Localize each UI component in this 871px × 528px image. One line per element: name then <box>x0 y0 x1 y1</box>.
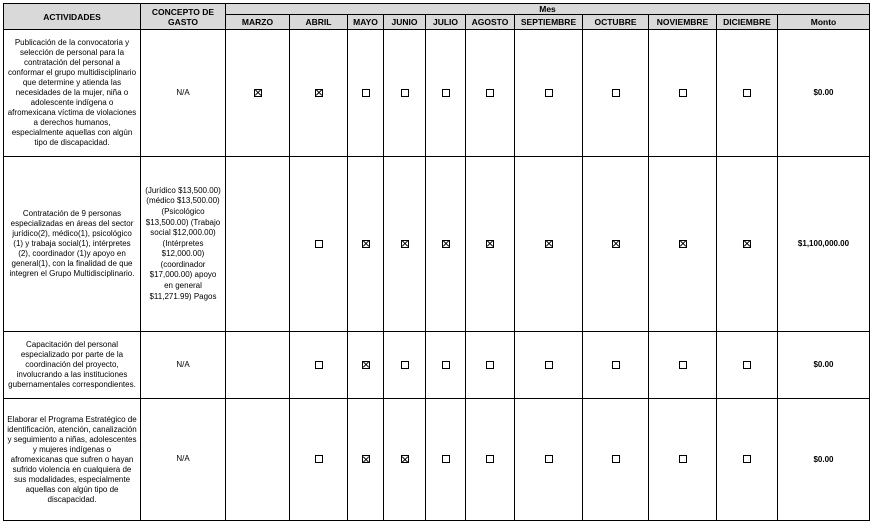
activity-cell: Elaborar el Programa Estratégico de identificación, atención, canalización y seguimiento a niñas, adolescentes y mujeres indígenas o afromexicanas que sufren o hayan sufrido violencia en cualquiera de sus modalidades, especialmente aquellas con algún tipo de discapacidad. <box>4 399 141 521</box>
table-row <box>4 30 870 157</box>
checkbox-checked-icon[interactable] <box>679 240 687 248</box>
activity-cell: Publicación de la convocatoria y selección de personal para la contratación del personal a conformar el grupo multidisciplinario que determine y atienda las necesidades de la mujer, niña o adolescente indígena o afromexicana víctima de violaciones a derechos humanos, especialmente aquellas con algún tipo de discapacidad. <box>4 30 141 157</box>
checkbox-unchecked-icon[interactable] <box>315 240 323 248</box>
month-cell-abril <box>290 332 348 399</box>
month-cell-agosto <box>466 399 515 521</box>
month-cell-junio <box>384 157 426 332</box>
month-cell-marzo <box>226 157 290 332</box>
header-month-mayo: MAYO <box>348 15 384 30</box>
month-cell-septiembre <box>515 30 583 157</box>
month-cell-julio <box>426 157 466 332</box>
checkbox-unchecked-icon[interactable] <box>612 89 620 97</box>
month-cell-octubre <box>583 399 649 521</box>
month-cell-diciembre <box>717 157 778 332</box>
month-cell-marzo <box>226 30 290 157</box>
month-cell-junio <box>384 399 426 521</box>
checkbox-checked-icon[interactable] <box>612 240 620 248</box>
checkbox-unchecked-icon[interactable] <box>442 89 450 97</box>
concept-cell: N/A <box>141 332 226 399</box>
month-cell-noviembre <box>649 30 717 157</box>
checkbox-unchecked-icon[interactable] <box>486 455 494 463</box>
activity-cell: Capacitación del personal especializado por parte de la coordinación del proyecto, involucrando a las instituciones gubernamentales correspondientes. <box>4 332 141 399</box>
checkbox-unchecked-icon[interactable] <box>315 455 323 463</box>
monto-cell: $0.00 <box>778 399 870 521</box>
month-cell-julio <box>426 30 466 157</box>
month-cell-octubre <box>583 30 649 157</box>
month-cell-julio <box>426 332 466 399</box>
month-cell-mayo <box>348 332 384 399</box>
checkbox-unchecked-icon[interactable] <box>545 361 553 369</box>
checkbox-checked-icon[interactable] <box>743 240 751 248</box>
header-month-junio: JUNIO <box>384 15 426 30</box>
checkbox-checked-icon[interactable] <box>545 240 553 248</box>
checkbox-checked-icon[interactable] <box>254 89 262 97</box>
table-row <box>4 332 870 399</box>
checkbox-unchecked-icon[interactable] <box>486 89 494 97</box>
checkbox-unchecked-icon[interactable] <box>362 89 370 97</box>
month-cell-mayo <box>348 157 384 332</box>
checkbox-unchecked-icon[interactable] <box>679 455 687 463</box>
month-cell-agosto <box>466 30 515 157</box>
header-month-marzo: MARZO <box>226 15 290 30</box>
month-cell-marzo <box>226 399 290 521</box>
monto-cell: $1,100,000.00 <box>778 157 870 332</box>
month-cell-junio <box>384 332 426 399</box>
month-cell-mayo <box>348 399 384 521</box>
month-cell-diciembre <box>717 30 778 157</box>
checkbox-unchecked-icon[interactable] <box>743 89 751 97</box>
month-cell-septiembre <box>515 399 583 521</box>
checkbox-unchecked-icon[interactable] <box>679 361 687 369</box>
header-mes: Mes <box>226 4 870 15</box>
checkbox-unchecked-icon[interactable] <box>612 361 620 369</box>
checkbox-unchecked-icon[interactable] <box>612 455 620 463</box>
month-cell-noviembre <box>649 332 717 399</box>
checkbox-unchecked-icon[interactable] <box>401 89 409 97</box>
monto-cell: $0.00 <box>778 30 870 157</box>
month-cell-septiembre <box>515 332 583 399</box>
checkbox-unchecked-icon[interactable] <box>486 361 494 369</box>
checkbox-checked-icon[interactable] <box>315 89 323 97</box>
checkbox-checked-icon[interactable] <box>362 455 370 463</box>
checkbox-checked-icon[interactable] <box>362 240 370 248</box>
checkbox-unchecked-icon[interactable] <box>401 361 409 369</box>
checkbox-checked-icon[interactable] <box>401 240 409 248</box>
month-cell-mayo <box>348 30 384 157</box>
activity-cell: Contratación de 9 personas especializadas en áreas del sector jurídico(2), médico(1), psicológico (1) y trabaja social(1), intérpretes (2), coordinador (1)y apoyo en general(1), con la finalidad de que integren el Grupo Multidisciplinario. <box>4 157 141 332</box>
concept-cell: N/A <box>141 30 226 157</box>
checkbox-checked-icon[interactable] <box>486 240 494 248</box>
monto-cell: $0.00 <box>778 332 870 399</box>
checkbox-unchecked-icon[interactable] <box>315 361 323 369</box>
checkbox-unchecked-icon[interactable] <box>679 89 687 97</box>
header-month-abril: ABRIL <box>290 15 348 30</box>
checkbox-unchecked-icon[interactable] <box>442 455 450 463</box>
month-cell-noviembre <box>649 157 717 332</box>
checkbox-unchecked-icon[interactable] <box>545 89 553 97</box>
month-cell-agosto <box>466 332 515 399</box>
checkbox-unchecked-icon[interactable] <box>545 455 553 463</box>
header-monto: Monto <box>778 15 870 30</box>
month-cell-abril <box>290 157 348 332</box>
checkbox-unchecked-icon[interactable] <box>442 361 450 369</box>
month-cell-octubre <box>583 332 649 399</box>
month-cell-marzo <box>226 332 290 399</box>
checkbox-checked-icon[interactable] <box>442 240 450 248</box>
month-cell-septiembre <box>515 157 583 332</box>
month-cell-abril <box>290 399 348 521</box>
month-cell-diciembre <box>717 399 778 521</box>
activities-table <box>3 3 870 521</box>
header-month-diciembre: DICIEMBRE <box>717 15 778 30</box>
month-cell-julio <box>426 399 466 521</box>
header-month-julio: JULIO <box>426 15 466 30</box>
concept-cell: (Jurídico $13,500.00) (médico $13,500.00) (Psicológico $13,500.00) (Trabajo social $12,000.00) (Intérpretes $12,000.00) (coordinador $17,000.00) apoyo en general $11,271.99) Pagos <box>141 157 226 332</box>
header-concepto: CONCEPTO DE GASTO <box>141 4 226 30</box>
concept-cell: N/A <box>141 399 226 521</box>
checkbox-unchecked-icon[interactable] <box>743 455 751 463</box>
table-row <box>4 157 870 332</box>
month-cell-octubre <box>583 157 649 332</box>
month-cell-agosto <box>466 157 515 332</box>
checkbox-checked-icon[interactable] <box>362 361 370 369</box>
header-month-septiembre: SEPTIEMBRE <box>515 15 583 30</box>
checkbox-checked-icon[interactable] <box>401 455 409 463</box>
header-month-agosto: AGOSTO <box>466 15 515 30</box>
header-month-octubre: OCTUBRE <box>583 15 649 30</box>
header-actividades: ACTIVIDADES <box>4 4 141 30</box>
month-cell-junio <box>384 30 426 157</box>
table-row <box>4 399 870 521</box>
checkbox-unchecked-icon[interactable] <box>743 361 751 369</box>
header-month-noviembre: NOVIEMBRE <box>649 15 717 30</box>
month-cell-abril <box>290 30 348 157</box>
month-cell-diciembre <box>717 332 778 399</box>
month-cell-noviembre <box>649 399 717 521</box>
